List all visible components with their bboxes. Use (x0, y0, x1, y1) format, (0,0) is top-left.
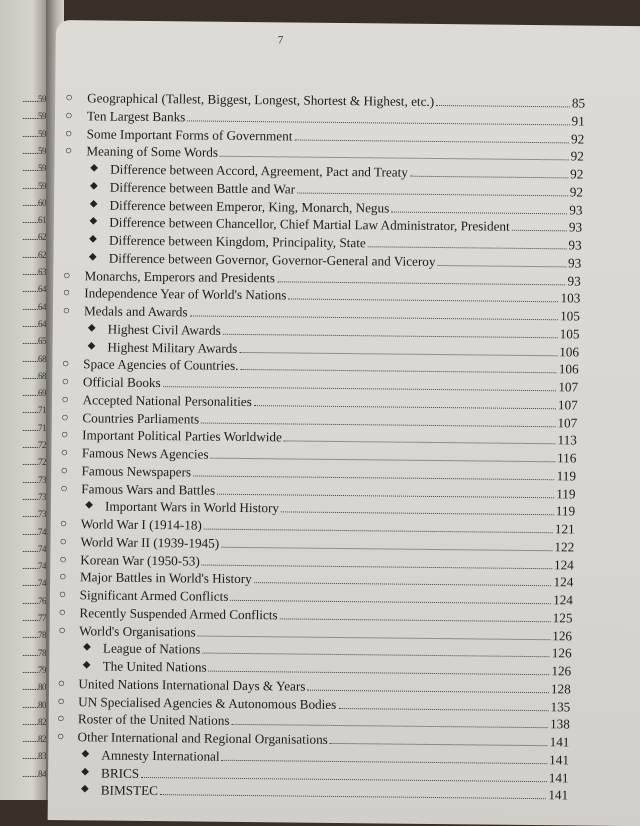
dot-leader (288, 299, 558, 303)
toc-entry-page: 119 (556, 468, 577, 484)
dot-leader (277, 281, 566, 285)
toc-entry-page: 124 (553, 592, 574, 608)
toc-entry-page: 141 (548, 769, 569, 785)
toc-entry-title: Difference between Emperor, King, Monarch, Negus (109, 197, 390, 216)
dot-leader (160, 794, 546, 799)
dot-leader (437, 265, 566, 267)
toc-entry-title: World War II (1939-1945) (80, 534, 220, 551)
toc-entry-page: 107 (558, 379, 579, 395)
dot-leader (211, 458, 556, 463)
left-page-number: .........74 (22, 526, 46, 537)
left-page-number: .........71 (22, 422, 46, 433)
diamond-bullet-icon: ◆ (87, 339, 96, 351)
dot-leader (330, 743, 548, 746)
dot-leader (202, 564, 552, 569)
dot-leader (230, 600, 551, 604)
circle-bullet-icon: ○ (64, 143, 73, 158)
left-page-number: .........69 (22, 388, 46, 399)
dot-leader (410, 176, 568, 179)
toc-entry-title: Accepted National Personalities (82, 392, 252, 409)
circle-bullet-icon: ○ (65, 125, 73, 140)
toc-entry-title: Recently Suspended Armed Conflicts (79, 605, 278, 623)
toc-entry-title: Geographical (Tallest, Biggest, Longest, Shortest & Highest, etc.) (87, 90, 435, 109)
left-page-number: .........71 (22, 405, 46, 416)
toc-entry-title: Difference between Chancellor, Chief Martial Law Administrator, President (109, 214, 510, 235)
toc-entry-page: 116 (557, 450, 577, 466)
toc-entry-page: 107 (557, 414, 578, 430)
toc-entry-page: 126 (551, 645, 572, 661)
dot-leader (512, 230, 567, 232)
left-page-number: .........72 (22, 457, 46, 468)
left-page-number: .........59 (22, 180, 46, 191)
toc-entry-page: 91 (571, 113, 585, 129)
toc-entry-title: Important Wars in World History (104, 498, 280, 516)
circle-bullet-icon: ○ (61, 374, 70, 389)
left-page-number: .........82 (22, 734, 46, 745)
dot-leader (254, 405, 556, 409)
toc-entry-title: World War I (1914-18) (80, 516, 202, 533)
left-page-number: .........68 (22, 353, 46, 364)
dot-leader (281, 512, 554, 516)
circle-bullet-icon: ○ (63, 267, 71, 282)
toc-entry-title: Famous News Agencies (81, 445, 209, 462)
toc-entry-title: Other International and Regional Organisations (77, 729, 328, 747)
left-page-number: .........62 (22, 232, 46, 243)
left-page-number: .........74 (22, 578, 46, 589)
toc-entry-title: Official Books (82, 374, 161, 391)
left-page-number: .........84 (22, 768, 46, 779)
circle-bullet-icon: ○ (59, 569, 67, 584)
toc-entry-page: 85 (571, 95, 586, 111)
toc-entry-title: Some Important Forms of Government (86, 125, 293, 143)
dot-leader (223, 334, 558, 339)
page-number: 7 (277, 34, 284, 47)
left-page-number: .........73 (22, 509, 46, 520)
circle-bullet-icon: ○ (62, 303, 71, 318)
left-page-number: .........59 (22, 94, 46, 104)
toc-entry-page: 121 (554, 521, 575, 537)
toc-entry-page: 105 (560, 308, 580, 324)
left-page-number: .........64 (22, 318, 46, 329)
dot-leader (436, 105, 570, 107)
circle-bullet-icon: ○ (57, 729, 65, 744)
left-page-number: .........63 (22, 267, 46, 277)
diamond-bullet-icon: ◆ (89, 180, 98, 192)
left-page-number: .........62 (22, 249, 46, 260)
toc-entry-title: Ten Largest Banks (86, 108, 186, 125)
dot-leader (231, 724, 548, 728)
toc-entry[interactable] (80, 781, 569, 804)
diamond-bullet-icon: ◆ (89, 233, 97, 245)
toc-entry-title: BIMSTEC (100, 782, 159, 799)
left-page-number: .........59 (22, 128, 46, 139)
dot-leader (201, 422, 555, 427)
diamond-bullet-icon: ◆ (83, 641, 91, 653)
toc-entry-title: Countries Parliaments (82, 409, 200, 427)
circle-bullet-icon: ○ (60, 462, 68, 477)
circle-bullet-icon: ○ (59, 551, 67, 566)
circle-bullet-icon: ○ (59, 516, 68, 531)
toc-entry-page: 135 (550, 698, 571, 714)
diamond-bullet-icon: ◆ (89, 215, 98, 227)
toc-entry-title: Medals and Awards (83, 303, 188, 320)
dot-leader (209, 671, 550, 676)
toc-entry-page: 93 (568, 219, 583, 235)
toc-entry-page: 92 (569, 184, 584, 200)
circle-bullet-icon: ○ (62, 285, 71, 300)
dot-leader (297, 192, 568, 196)
dot-leader (217, 493, 554, 498)
diamond-bullet-icon: ◆ (90, 162, 99, 174)
dot-leader (338, 707, 548, 710)
dot-leader (280, 618, 551, 622)
left-page-number: .........82 (22, 716, 46, 727)
diamond-bullet-icon: ◆ (87, 322, 96, 334)
dot-leader (368, 246, 567, 249)
toc-entry-title: The United Nations (102, 658, 207, 675)
toc-entry-page: 92 (571, 130, 585, 147)
toc-entry-page: 93 (567, 255, 582, 271)
toc-entry-page: 92 (570, 148, 584, 164)
toc-entry-title: Difference between Governor, Governor-General and Viceroy (108, 250, 436, 269)
toc-entry-page: 141 (548, 787, 569, 803)
left-page-number: .........73 (22, 491, 46, 502)
toc-entry-page: 138 (550, 716, 570, 732)
toc-entry-page: 103 (560, 290, 581, 306)
circle-bullet-icon: ○ (60, 480, 68, 495)
dot-leader (204, 529, 553, 534)
toc-entry-page: 93 (569, 201, 583, 218)
dot-leader (193, 475, 555, 480)
circle-bullet-icon: ○ (65, 107, 73, 122)
left-page-number: .........59 (22, 111, 46, 122)
circle-bullet-icon: ○ (60, 445, 69, 460)
toc-entry-title: Meaning of Some Words (86, 143, 219, 160)
diamond-bullet-icon: ◆ (88, 251, 97, 263)
toc-entry-title: Highest Military Awards (107, 339, 238, 356)
toc-entry-page: 92 (570, 166, 584, 182)
left-page-number: .........61 (22, 215, 46, 226)
toc-entry-title: Difference between Battle and War (109, 179, 296, 197)
dot-leader (222, 760, 548, 764)
toc-entry-page: 125 (552, 609, 573, 626)
left-page-number: .........72 (22, 440, 46, 450)
toc-entry-page: 124 (553, 556, 574, 572)
left-page-number: .........76 (22, 595, 46, 606)
toc-entry-title: Difference between Accord, Agreement, Pact and Treaty (110, 161, 409, 180)
left-page-number: .........59 (22, 163, 46, 174)
toc-entry-page: 122 (554, 538, 575, 555)
toc-entry-title: Independence Year of World's Nations (84, 285, 287, 303)
left-page-number: .........78 (22, 630, 46, 641)
toc-entry-page: 105 (559, 326, 580, 342)
dot-leader (221, 547, 552, 551)
toc-entry-title: Major Battles in World's History (79, 569, 252, 587)
left-page-number: .........68 (22, 370, 46, 381)
toc-entry-page: 107 (557, 397, 578, 413)
dot-leader (307, 689, 549, 693)
toc-entry-page: 119 (556, 485, 576, 501)
dot-leader (187, 120, 569, 125)
left-page-number: .........64 (22, 301, 46, 312)
toc-entry-title: Significant Armed Conflicts (79, 587, 229, 604)
left-page-number: .........74 (22, 543, 46, 554)
diamond-bullet-icon: ◆ (82, 659, 91, 671)
dot-leader (391, 211, 567, 214)
toc-entry-title: World's Organisations (79, 622, 196, 639)
left-page-number: .........77 (22, 613, 46, 623)
circle-bullet-icon: ○ (59, 533, 67, 548)
toc-entry-title: Amnesty International (101, 747, 220, 764)
circle-bullet-icon: ○ (57, 693, 65, 708)
left-page-number: .........83 (22, 751, 46, 762)
toc-entry-page: 119 (555, 503, 576, 519)
diamond-bullet-icon: ◆ (81, 748, 90, 760)
toc-entry-page: 106 (559, 343, 580, 359)
contents-page (48, 20, 640, 826)
left-page-number: .........78 (22, 647, 46, 658)
toc-entry-title: Famous Wars and Battles (81, 480, 216, 498)
dot-leader (163, 386, 557, 391)
circle-bullet-icon: ○ (58, 587, 67, 602)
toc-entry-title: Difference between Kingdom, Principality, State (108, 232, 366, 251)
dot-leader (294, 139, 569, 143)
circle-bullet-icon: ○ (61, 427, 69, 442)
toc-entry-title: Korean War (1950-53) (80, 551, 200, 569)
circle-bullet-icon: ○ (65, 90, 73, 105)
toc-entry-title: Important Political Parties Worldwide (82, 427, 282, 445)
dot-leader (189, 315, 558, 320)
dot-leader (220, 156, 569, 161)
toc-entry-page: 141 (549, 751, 570, 768)
circle-bullet-icon: ○ (57, 711, 65, 726)
toc-entry-title: Roster of the United Nations (77, 711, 230, 729)
dot-leader (198, 635, 551, 640)
toc-entry-page: 113 (557, 432, 577, 448)
left-page-number: .........73 (22, 474, 46, 485)
toc-entry-title: UN Specialised Agencies & Autonomous Bodies (78, 693, 337, 712)
dot-leader (239, 351, 557, 355)
circle-bullet-icon: ○ (61, 356, 70, 371)
dot-leader (254, 582, 552, 586)
toc-entry-page: 106 (558, 361, 579, 377)
toc-entry-title: League of Nations (102, 640, 201, 657)
circle-bullet-icon: ○ (61, 409, 69, 424)
diamond-bullet-icon: ◆ (89, 197, 98, 209)
circle-bullet-icon: ○ (61, 391, 69, 406)
dot-leader (284, 441, 556, 445)
toc-entry-page: 126 (551, 663, 572, 679)
left-page-number: .........59 (22, 145, 46, 156)
left-page-edge (0, 0, 46, 800)
toc-entry-title: Monarchs, Emperors and Presidents (84, 267, 276, 285)
left-page-number: .........64 (22, 284, 46, 295)
circle-bullet-icon: ○ (58, 604, 67, 619)
left-page-number: .........80 (22, 699, 46, 710)
left-page-number: .........80 (22, 682, 46, 693)
toc-entry-page: 93 (567, 272, 581, 289)
diamond-bullet-icon: ◆ (81, 765, 89, 777)
toc-entry-title: Space Agencies of Countries. (83, 356, 239, 374)
left-page-number: .........74 (22, 561, 46, 572)
toc-entry-title: United Nations International Days & Years (78, 676, 306, 694)
dot-leader (240, 369, 556, 373)
circle-bullet-icon: ○ (57, 675, 66, 690)
toc-entry-page: 128 (550, 680, 571, 697)
toc-entry-page: 126 (552, 627, 573, 643)
diamond-bullet-icon: ◆ (80, 783, 89, 795)
toc-entry-title: Famous Newspapers (81, 463, 192, 480)
toc-entry-title: BRICS (100, 765, 140, 781)
dot-leader (202, 653, 550, 658)
left-page-number: .........60 (22, 197, 46, 208)
toc-entry-title: Highest Civil Awards (107, 321, 221, 338)
circle-bullet-icon: ○ (58, 622, 66, 637)
toc-entry-page: 93 (568, 237, 582, 253)
diamond-bullet-icon: ◆ (85, 499, 93, 511)
toc-entry-page: 141 (549, 734, 570, 750)
left-page-number: .........65 (22, 336, 46, 347)
left-page-number: .........79 (22, 664, 46, 675)
toc-entry-page: 124 (553, 574, 574, 590)
